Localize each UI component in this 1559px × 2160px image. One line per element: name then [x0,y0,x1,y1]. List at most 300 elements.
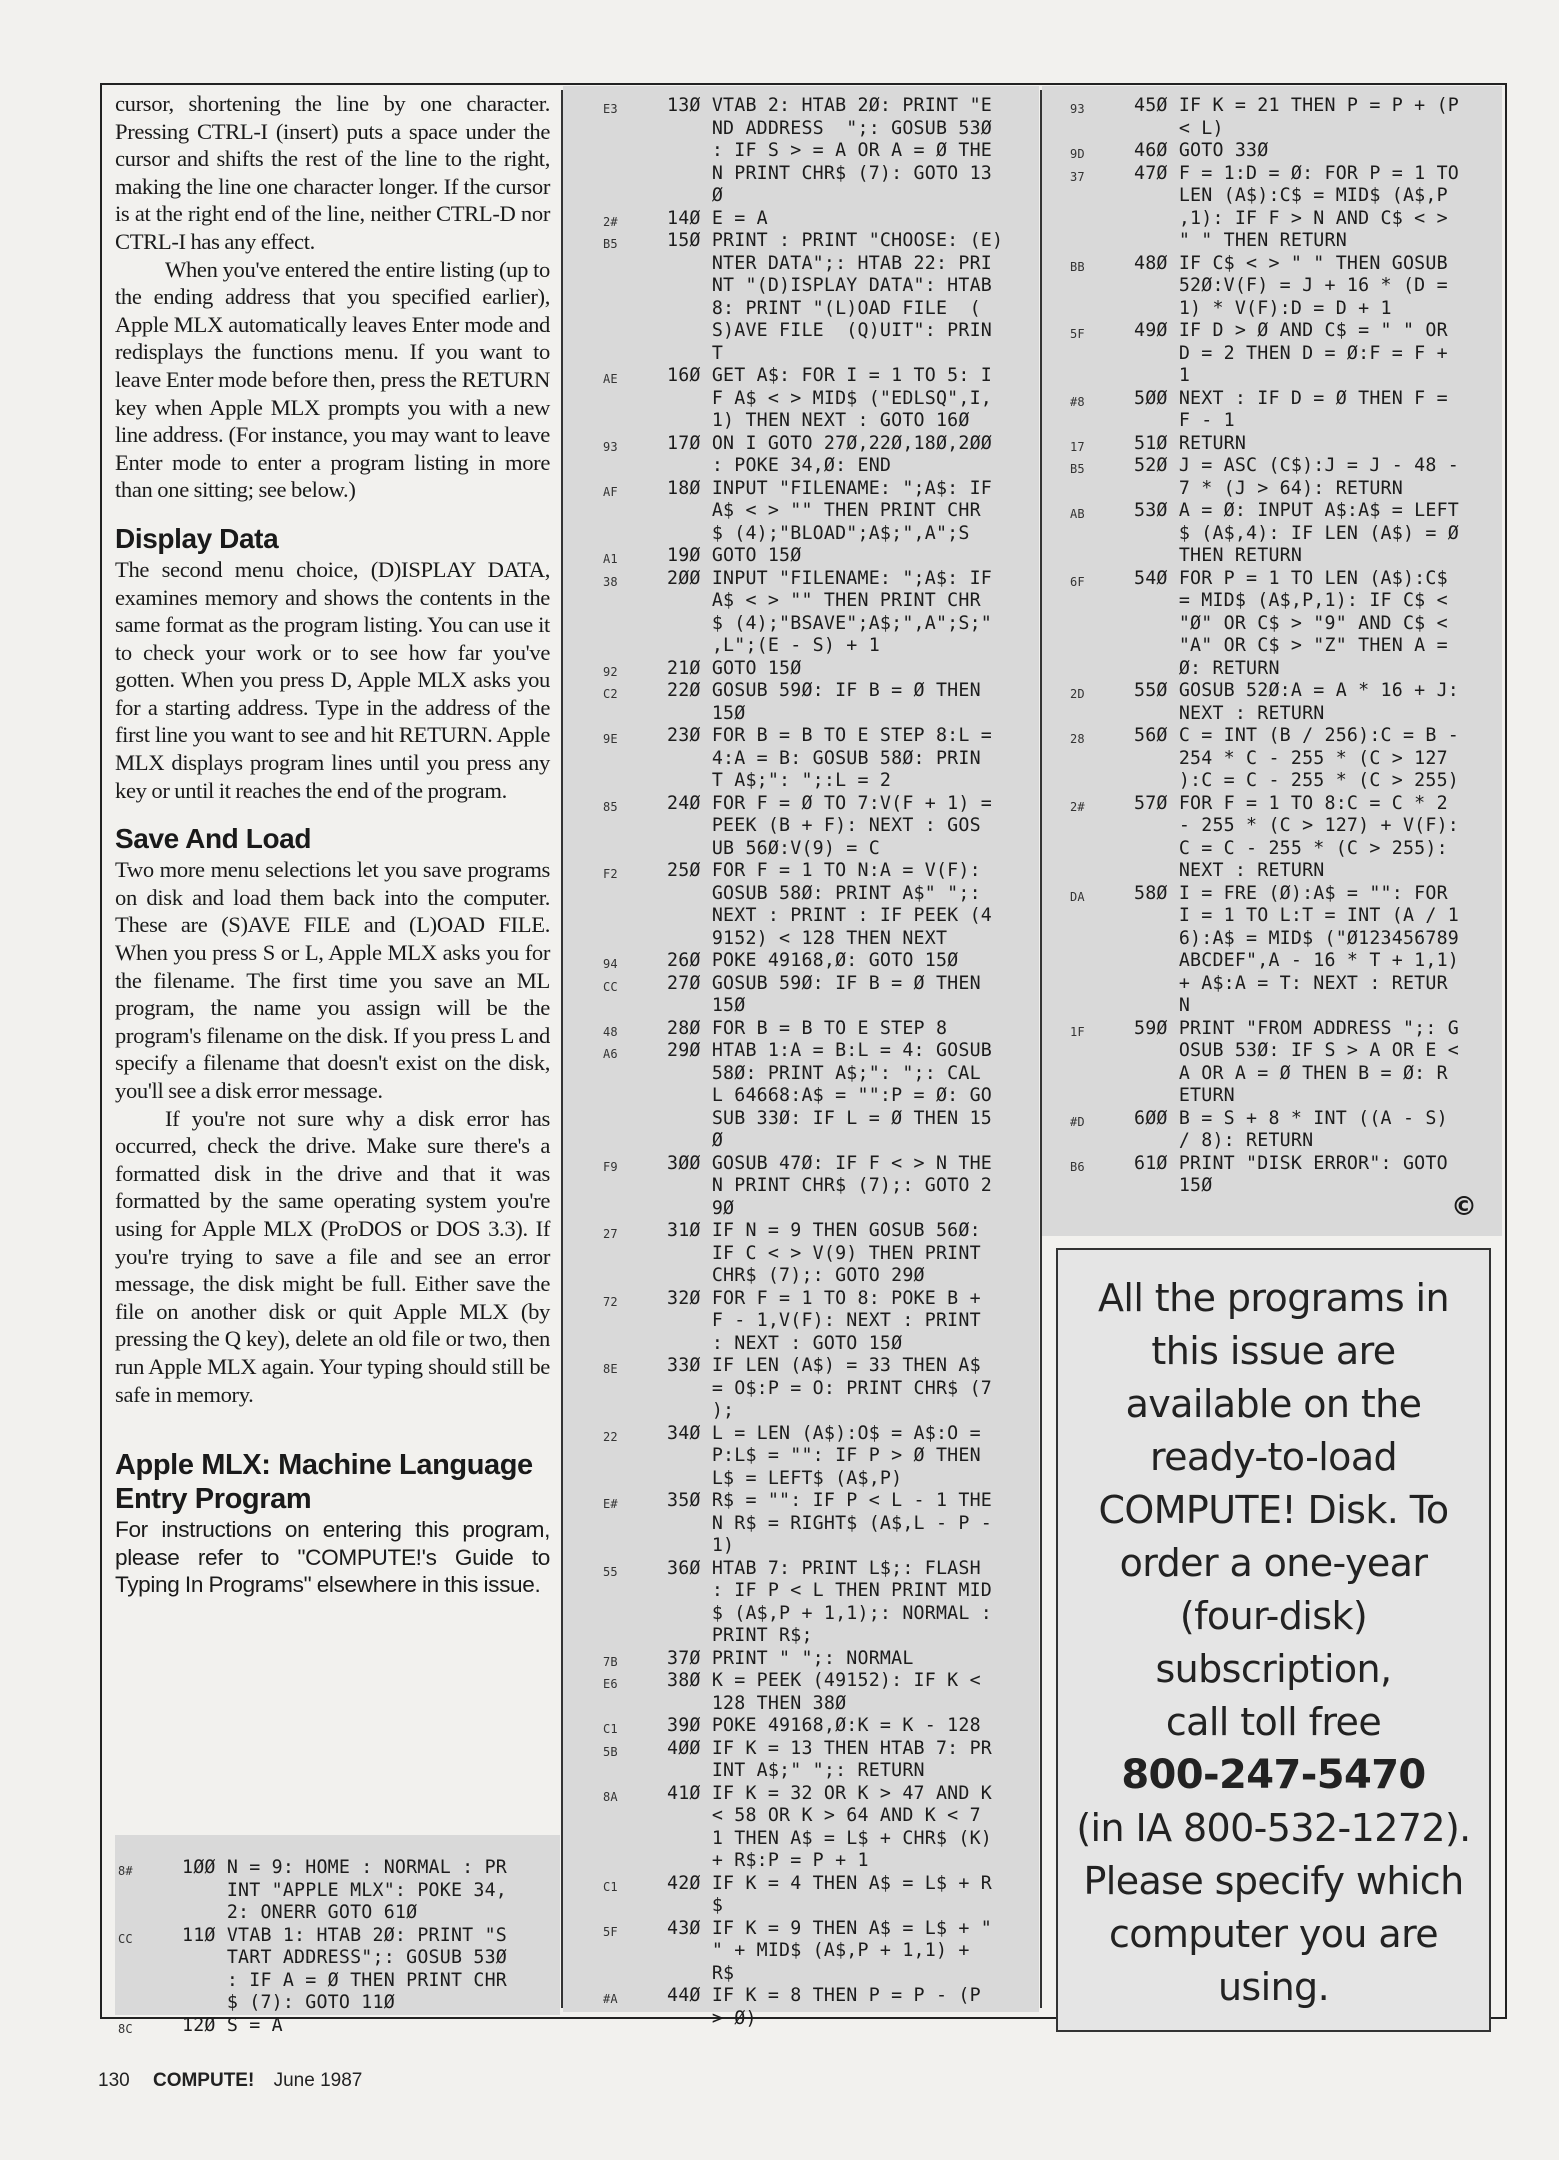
code-text: 12Ø S = A [182,2014,283,2036]
code-line [182,1992,507,2015]
code-text: 254 * C - 255 * (C > 127 [1134,747,1448,769]
ad-line: available on the [1125,1382,1422,1426]
ad-text [1058,1250,1489,2014]
code-line [1134,163,1459,186]
code-text: P:L$ = "": IF P > Ø THEN [667,1445,981,1466]
code-text: 18Ø INPUT "FILENAME: ";A$: IF [667,477,992,499]
code-line [667,635,1003,658]
code-text: 1 THEN A$ = L$ + CHR$ (K) [667,1827,992,1849]
code-line [1134,410,1459,433]
code-line [667,725,1003,748]
code-line [667,118,1003,141]
code-text: Ø: RETURN [1134,657,1280,679]
code-line [1134,725,1459,748]
code-text: THEN RETURN [1134,545,1303,566]
ad-line: COMPUTE! Disk. To [1098,1488,1449,1532]
ad-line: using. [1217,1965,1330,2009]
code-line [667,523,1003,546]
code-line [1134,455,1459,478]
code-text: N R$ = RIGHT$ (A$,L - P - [667,1512,992,1534]
code-text: 59Ø PRINT "FROM ADDRESS ";: G [1134,1017,1459,1039]
code-line [667,500,1003,523]
column-rule-1 [561,90,563,2008]
code-line [667,1648,1003,1671]
code-line [667,365,1003,388]
code-line [667,973,1003,996]
code-text: 22Ø GOSUB 59Ø: IF B = Ø THEN [667,680,981,701]
code-line [667,1378,1003,1401]
code-text: 34Ø L = LEN (A$):O$ = A$:O = [667,1422,981,1444]
code-line [1134,230,1459,253]
code-text: S)AVE FILE (Q)UIT": PRIN [667,320,992,341]
code-text: INT A$;" ";: RETURN [667,1760,925,1781]
code-text: 55Ø GOSUB 52Ø:A = A * 16 + J: [1134,680,1459,701]
code-text: / 8): RETURN [1134,1130,1314,1151]
code-text: L$ = LEFT$ (A$,P) [667,1467,903,1489]
code-text: N [1134,995,1191,1016]
code-text: 8: PRINT "(L)OAD FILE ( [667,297,981,319]
code-text: 37Ø PRINT " ";: NORMAL [667,1647,914,1669]
code-line [667,1040,1003,1063]
code-line [182,1970,507,1993]
code-line [1134,365,1459,388]
code-text: 49Ø IF D > Ø AND C$ = " " OR [1134,320,1448,341]
code-line [667,455,1003,478]
code-line [1134,793,1459,816]
code-text: 26Ø POKE 49168,Ø: GOTO 15Ø [667,950,959,971]
code-line [667,1918,1003,1941]
code-text: NTER DATA";: HTAB 22: PRI [667,252,992,274]
code-text: $ (A$,4): IF LEN (A$) = Ø [1134,522,1459,544]
code-line [667,1333,1003,1356]
ad-phone-number: 800-247-5470 [1121,1752,1426,1798]
code-text: CHR$ (7);: GOTO 29Ø [667,1265,925,1286]
code-line [1134,275,1459,298]
code-text: 56Ø C = INT (B / 256):C = B - [1134,725,1459,746]
code-text: F - 1,V(F): NEXT : PRINT [667,1310,981,1331]
code-text: 17Ø ON I GOTO 27Ø,22Ø,18Ø,2ØØ [667,432,992,454]
program-title: Apple MLX: Machine Language Entry Program [115,1449,533,1516]
code-line [1134,815,1459,838]
code-text: 58Ø I = FRE (Ø):A$ = "": FOR [1134,882,1448,904]
code-line [667,1558,1003,1581]
code-line [667,995,1003,1018]
ad-line: computer you are [1108,1912,1439,1956]
code-text: $ (A$,P + 1,1);: NORMAL : [667,1602,992,1624]
code-text: GOSUB 58Ø: PRINT A$" ";: [667,882,981,904]
code-line [667,1828,1003,1851]
code-text: 57Ø FOR F = 1 TO 8:C = C * 2 [1134,792,1448,814]
code-line [1134,928,1459,951]
code-text: NEXT : PRINT : IF PEEK (4 [667,905,992,926]
code-line [1134,523,1459,546]
code-line [667,1625,1003,1648]
code-text: 5ØØ NEXT : IF D = Ø THEN F = [1134,387,1448,409]
code-text: NEXT : RETURN [1134,860,1325,881]
code-text: TART ADDRESS";: GOSUB 53Ø [182,1947,507,1968]
code-line [667,1693,1003,1716]
code-line [667,1220,1003,1243]
code-text: "Ø" OR C$ > "9" AND C$ < [1134,612,1448,634]
code-text: UB 56Ø:V(9) = C [667,837,880,859]
code-text: 41Ø IF K = 32 OR K > 47 AND K [667,1782,992,1804]
intro-paragraph-2: When you've entered the entire listing (up to the ending address that you specified earlier), Apple MLX automatically leaves Enter mode and redisplays the functions menu. If you want to leave Enter mode before then, press the RETURN key when Apple MLX prompts you with a new line address. (For instance, you may want to leave Enter mode to enter a program listing in more than one sitting; see below.) [115,256,550,503]
column-rule-2 [1040,90,1042,2008]
code-text: R$ [667,1962,735,1984]
code-text: $ (4);"BSAVE";A$;",A";S;" [667,612,992,634]
display-heading: Display Data [115,522,279,554]
code-line [1134,995,1459,1018]
code-line [182,1902,507,1925]
code-text: : IF A = Ø THEN PRINT CHR [182,1969,507,1991]
code-text: 58Ø: PRINT A$;": ";: CAL [667,1062,981,1084]
code-text: A$ < > "" THEN PRINT CHR [667,500,981,521]
code-line [1134,703,1459,726]
code-line [1134,343,1459,366]
code-text: 39Ø POKE 49168,Ø:K = K - 128 [667,1715,981,1736]
code-line [667,680,1003,703]
code-line [667,703,1003,726]
code-text: Ø [667,185,724,206]
code-text: 23Ø FOR B = B TO E STEP 8:L = [667,725,992,746]
code-text: > Ø) [667,2007,757,2029]
code-line [667,1243,1003,1266]
code-text: 6ØØ B = S + 8 * INT ((A - S) [1134,1107,1448,1129]
ad-line: subscription, [1155,1647,1392,1691]
code-text: 15Ø [667,702,746,724]
code-line [1134,1108,1459,1131]
code-text: 1 [1134,365,1191,386]
code-text: ); [667,1400,735,1421]
code-line [1134,1018,1459,1041]
code-text: 38Ø K = PEEK (49152): IF K < [667,1670,981,1691]
code-line [667,1580,1003,1603]
code-line [667,1895,1003,1918]
code-line [667,433,1003,456]
code-line [667,860,1003,883]
code-text: I = 1 TO L:T = INT (A / 1 [1134,905,1459,926]
code-text: 1) * V(F):D = D + 1 [1134,297,1392,319]
code-line [1134,838,1459,861]
code-line [1134,1040,1459,1063]
code-line [182,1880,507,1903]
code-line [667,320,1003,343]
code-line [1134,1063,1459,1086]
code-line [667,2008,1003,2031]
code-line [667,1873,1003,1896]
code-text: PEEK (B + F): NEXT : GOS [667,815,981,836]
code-line [1134,658,1459,681]
code-line [667,230,1003,253]
code-text: ETURN [1134,1085,1235,1106]
code-text: 21Ø GOTO 15Ø [667,657,802,679]
code-line [667,95,1003,118]
code-text: 1) [667,1535,735,1556]
code-text: A$ < > "" THEN PRINT CHR [667,590,981,611]
code-line [667,568,1003,591]
code-line [667,388,1003,411]
code-text: < L) [1134,117,1224,139]
code-text: 52Ø:V(F) = J + 16 * (D = [1134,275,1448,296]
code-text: F - 1 [1134,410,1235,431]
code-text: D = 2 THEN D = Ø:F = F + [1134,342,1448,364]
code-line [667,1265,1003,1288]
code-text: 14Ø E = A [667,207,768,229]
code-line [667,1130,1003,1153]
code-line [667,1445,1003,1468]
code-text: 1ØØ N = 9: HOME : NORMAL : PR [182,1857,507,1878]
code-line [1134,568,1459,591]
code-text: N PRINT CHR$ (7): GOTO 13 [667,162,992,184]
code-text: : IF S > = A OR A = Ø THE [667,140,992,161]
disk-subscription-ad [1056,1248,1491,2032]
code-text: : IF P < L THEN PRINT MID [667,1580,992,1601]
code-line [1134,1130,1459,1153]
code-text: "A" OR C$ > "Z" THEN A = [1134,635,1448,656]
code-text: : POKE 34,Ø: END [667,455,892,476]
code-text: 19Ø GOTO 15Ø [667,545,802,566]
code-line [667,770,1003,793]
code-line [1134,860,1459,883]
code-text: C = C - 255 * (C > 255): [1134,837,1448,859]
code-line [667,298,1003,321]
code-line [667,343,1003,366]
code-line [667,1940,1003,1963]
code-text: 4:A = B: GOSUB 58Ø: PRIN [667,747,981,769]
code-line [667,1805,1003,1828]
code-line [667,1468,1003,1491]
code-listing-column-3 [1134,95,1459,1198]
magazine-name: COMPUTE! [152,2070,255,2091]
code-text: ):C = C - 255 * (C > 255) [1134,770,1459,791]
code-text: 9Ø [667,1197,735,1219]
code-line [1134,478,1459,501]
code-line [667,1490,1003,1513]
code-line [667,1198,1003,1221]
code-line [1134,95,1459,118]
code-line [667,1603,1003,1626]
code-line [1134,635,1459,658]
ad-line: (four-disk) [1179,1594,1368,1638]
code-line [667,1153,1003,1176]
code-listing-column-1 [118,1857,507,2037]
code-text: " " THEN RETURN [1134,230,1347,251]
code-line [667,793,1003,816]
code-line [667,1963,1003,1986]
code-text: 15Ø PRINT : PRINT "CHOOSE: (E) [667,230,1004,251]
code-text: 2ØØ INPUT "FILENAME: ";A$: IF [667,567,992,589]
code-line [667,1760,1003,1783]
code-text: " + MID$ (A$,P + 1,1) + [667,1940,970,1961]
code-line [667,748,1003,771]
code-text: ND ADDRESS ";: GOSUB 53Ø [667,117,992,139]
code-line [1134,883,1459,906]
code-line [667,838,1003,861]
code-text: 13Ø VTAB 2: HTAB 2Ø: PRINT "E [667,95,992,116]
code-line [1134,748,1459,771]
code-line [1134,590,1459,613]
code-text: + R$:P = P + 1 [667,1850,869,1871]
code-line [667,815,1003,838]
code-text: 48Ø IF C$ < > " " THEN GOSUB [1134,252,1448,274]
code-line [667,1535,1003,1558]
code-line [667,1715,1003,1738]
code-line [667,410,1003,433]
code-line [667,590,1003,613]
code-text: 53Ø A = Ø: INPUT A$:A$ = LEFT [1134,500,1459,521]
code-line [1134,950,1459,973]
code-line [667,1175,1003,1198]
prose-column [115,90,550,1990]
code-line [1134,118,1459,141]
code-text: 27Ø GOSUB 59Ø: IF B = Ø THEN [667,972,981,994]
code-line [667,275,1003,298]
code-text: 54Ø FOR P = 1 TO LEN (A$):C$ [1134,567,1448,589]
page-number: 130 [98,2070,130,2091]
code-line [1134,298,1459,321]
code-text: SUB 33Ø: IF L = Ø THEN 15 [667,1107,992,1129]
code-text: 61Ø PRINT "DISK ERROR": GOTO [1134,1152,1448,1174]
code-text: < 58 OR K > 64 AND K < 7 [667,1805,981,1826]
code-text: 36Ø HTAB 7: PRINT L$;: FLASH [667,1557,981,1579]
code-line [1134,545,1459,568]
code-text: 32Ø FOR F = 1 TO 8: POKE B + [667,1287,981,1309]
page-footer [98,2070,362,2092]
code-text: A OR A = Ø THEN B = Ø: R [1134,1062,1448,1084]
code-listing-column-2 [667,95,1003,2030]
ad-line: call toll free [1165,1700,1382,1744]
code-text: ,L";(E - S) + 1 [667,635,880,656]
code-line [667,140,1003,163]
code-text: 25Ø FOR F = 1 TO N:A = V(F): [667,860,981,881]
code-text: = O$:P = O: PRINT CHR$ (7 [667,1377,992,1399]
code-text: 46Ø GOTO 33Ø [1134,140,1269,161]
code-text: 1) THEN NEXT : GOTO 16Ø [667,410,970,431]
code-text: $ [667,1895,724,1916]
code-text: : NEXT : GOTO 15Ø [667,1332,903,1354]
code-line [182,1857,507,1880]
code-text: $ (4);"BLOAD";A$;",A";S [667,522,970,544]
code-line: 8C 12Ø S = A [118,2014,283,2036]
code-text: ABCDEF",A - 16 * T + 1,1) [1134,950,1459,971]
code-line [667,1783,1003,1806]
code-line [667,1423,1003,1446]
code-text: PRINT R$; [667,1625,813,1646]
code-text: 44Ø IF K = 8 THEN P = P - (P [667,1985,981,2006]
code-line [1134,320,1459,343]
code-text: NT "(D)ISPLAY DATA": HTAB [667,275,992,296]
code-line [1134,770,1459,793]
save-paragraph-2: If you're not sure why a disk error has occurred, check the drive. Make sure there's a formatted disk in the drive and that it was formatted by the same operating system you're using for Apple MLX (ProDOS or DOS 3.3). If you're trying to save a file and see an error message, the disk might be full. Either save the file on another disk or quit Apple MLX (by pressing the Q key), delete an old file or two, then run Apple MLX again. Your typing should still be safe in memory. [115,1105,550,1407]
code-text: 42Ø IF K = 4 THEN A$ = L$ + R [667,1872,992,1894]
code-line [667,185,1003,208]
code-text: T A$;": ";:L = 2 [667,770,892,791]
code-line [182,1947,507,1970]
save-paragraph-1: Two more menu selections let you save programs on disk and load them back into the computer. These are (S)AVE FILE and (L)OAD FILE. When you press S or L, Apple MLX asks you for the filename. The first time you save an ML program, the name you assign will be the program's filename on the disk. If you press L and specify a filename that doesn't exist on the disk, you'll see a disk error message. [115,857,550,1103]
code-text: $ (7): GOTO 11Ø [182,1992,395,2013]
code-line [1134,680,1459,703]
code-text: 51Ø RETURN [1134,432,1247,454]
code-line [1134,905,1459,928]
code-line [667,1850,1003,1873]
code-line [667,545,1003,568]
code-line [1134,433,1459,456]
code-line [667,1985,1003,2008]
code-line [667,253,1003,276]
code-line [667,928,1003,951]
code-text: 52Ø J = ASC (C$):J = J - 48 - [1134,455,1459,476]
code-text: ,1): IF F > N AND C$ < > [1134,207,1448,229]
ad-line: (in IA 800-532-1272). [1076,1806,1471,1850]
code-text: 45Ø IF K = 21 THEN P = P + (P [1134,95,1459,116]
program-instructions: For instructions on entering this program, please refer to "COMPUTE!'s Guide to Typing In Programs" elsewhere in this issue. [115,1517,550,1598]
code-line [667,163,1003,186]
intro-paragraph-1: cursor, shortening the line by one character. Pressing CTRL-I (insert) puts a space under the cursor and shifts the rest of the line to the right, making the line one character longer. If the cursor is at the right end of the line, neither CTRL-D nor CTRL-I has any effect. [115,91,550,254]
code-line [1134,973,1459,996]
code-text: 9152) < 128 THEN NEXT [667,927,948,949]
code-text: = MID$ (A$,P,1): IF C$ < [1134,590,1448,611]
code-text: NEXT : RETURN [1134,702,1325,724]
ad-line: this issue are [1151,1329,1396,1373]
code-text: 11Ø VTAB 1: HTAB 2Ø: PRINT "S [182,1924,507,1946]
code-line [1134,253,1459,276]
code-text: T [667,342,724,364]
code-line [667,1513,1003,1536]
code-text: 47Ø F = 1:D = Ø: FOR P = 1 TO [1134,162,1459,184]
code-line [667,613,1003,636]
save-heading: Save And Load [115,823,312,855]
code-text: + A$:A = T: NEXT : RETUR [1134,972,1448,994]
code-text: 15Ø [667,995,746,1016]
code-text: 35Ø R$ = "": IF P < L - 1 THE [667,1490,992,1511]
code-line [667,1738,1003,1761]
code-text: IF C < > V(9) THEN PRINT [667,1242,981,1264]
code-text: 31Ø IF N = 9 THEN GOSUB 56Ø: [667,1220,981,1241]
code-line [667,1018,1003,1041]
code-text: N PRINT CHR$ (7);: GOTO 2 [667,1175,992,1196]
ad-line: ready-to-load [1149,1435,1398,1479]
code-line [667,658,1003,681]
code-line [667,1400,1003,1423]
code-text: 28Ø FOR B = B TO E STEP 8 [667,1017,948,1039]
code-line [667,1670,1003,1693]
code-text: 2: ONERR GOTO 61Ø [182,1902,418,1923]
code-line [667,1063,1003,1086]
code-line [667,883,1003,906]
code-line [667,1085,1003,1108]
code-line [1134,1085,1459,1108]
code-text: F A$ < > MID$ ("EDLSQ",I, [667,387,992,409]
ad-line: Please specify which [1083,1859,1464,1903]
code-line [667,1288,1003,1311]
code-line [182,1925,507,1948]
code-text: 3ØØ GOSUB 47Ø: IF F < > N THE [667,1152,992,1174]
code-text: 4ØØ IF K = 13 THEN HTAB 7: PR [667,1737,992,1759]
code-text: 7 * (J > 64): RETURN [1134,477,1403,499]
code-text: Ø [667,1130,724,1151]
code-line [667,1310,1003,1333]
code-text: 15Ø [1134,1175,1213,1196]
code-text: 29Ø HTAB 1:A = B:L = 4: GOSUB [667,1040,992,1061]
code-text: 33Ø IF LEN (A$) = 33 THEN A$ [667,1355,981,1376]
code-line [1134,1175,1459,1198]
code-text: 6):A$ = MID$ ("Ø123456789 [1134,927,1459,949]
copyright-mark: © [1451,1192,1477,1222]
code-text: 43Ø IF K = 9 THEN A$ = L$ + " [667,1917,992,1939]
code-line [667,1355,1003,1378]
ad-line: All the programs in [1098,1276,1449,1320]
code-text: INT "APPLE MLX": POKE 34, [182,1879,507,1901]
